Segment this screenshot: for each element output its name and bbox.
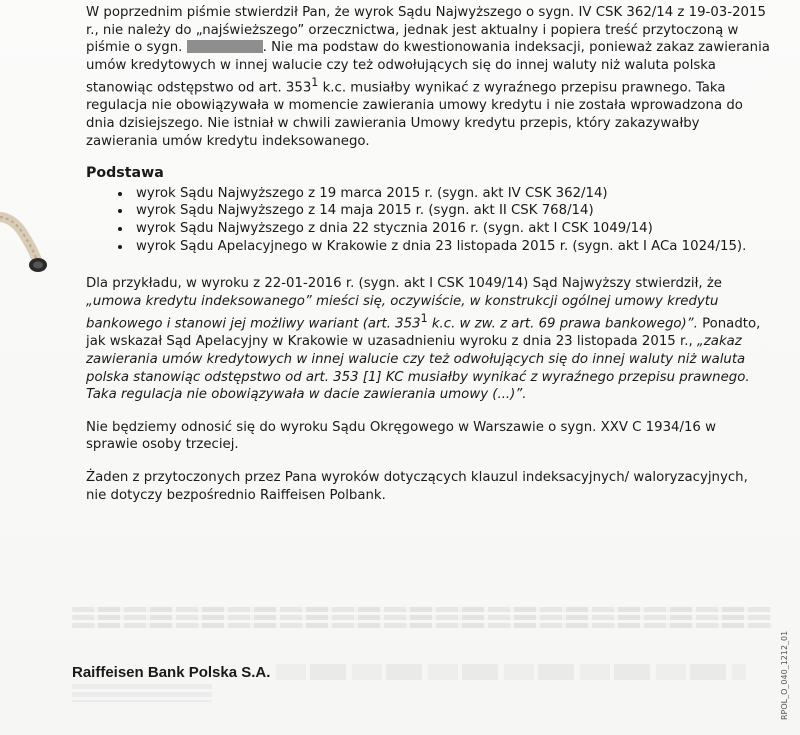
redacted-reference [187,40,263,53]
podstawa-item: • wyrok Sądu Najwyższego z 14 maja 2015 r. (sygn. akt II CSK 768/14) [132,202,771,220]
letter-body [86,4,771,519]
binder-ring-image [0,205,52,275]
bank-address-faded [276,664,746,680]
document-code: RPOL_O_040_1212_01 [780,630,789,720]
podstawa-item: • wyrok Sądu Najwyższego z 19 marca 2015 r. (sygn. akt IV CSK 362/14) [132,185,771,203]
paragraph-3: Nie będziemy odnosić się do wyroku Sądu Okręgowego w Warszawie o sygn. XXV C 1934/16 w sprawie osoby trzeciej. [86,419,716,453]
paragraph-1 [86,4,771,150]
paragraph-1-lead: W poprzednim piśmie stwierdził Pan, że wyrok Sądu Najwyższego o sygn. IV CSK 362/14 z 19-03-2015 r., nie należy do „najświeższego” orzecznictwa, jednak jest aktualny i popiera treść przytoczoną w piśmie o sygn. [86,5,766,56]
bank-name: Raiffeisen Bank Polska S.A. [72,664,271,681]
podstawa-heading: Podstawa [86,165,164,182]
paragraph-2-quote-1b: k.c. w zw. z art. 69 prawa bankowego)”. [427,316,698,332]
bank-details-faded [72,684,212,702]
paragraph-1-tail2: k.c. musiałby wynikać z wyraźnego przepisu prawnego. Taka regulacja nie obowiązywała w momencie zawierania umowy kredytu i nie została wprowadzona do dnia dzisiejszego. Nie istniał w chwili zawierania Umowy kredytu przepis, który zakazywałby zawierania umów kredytu indeksowanego. [86,80,743,149]
faded-line [72,607,772,612]
paragraph-2-superscript: 1 [420,312,428,326]
faded-line [72,615,772,620]
podstawa-item: • wyrok Sądu Apelacyjnego w Krakowie z dnia 23 listopada 2015 r. (sygn. akt I ACa 1024/15). [132,238,771,256]
faded-footer-text [72,604,772,638]
paragraph-1-superscript: 1 [311,76,319,90]
paragraph-2-quote-1: „umowa kredytu indeksowanego” mieści się, oczywiście, w konstrukcji ogólnej umowy kredytu bankowego i stanowi jej możliwy wariant (art. 353 [86,293,719,332]
podstawa-item: • wyrok Sądu Najwyższego z dnia 22 stycznia 2016 r. (sygn. akt I CSK 1049/14) [132,220,771,238]
paragraph-2-quote-2: „zakaz zawierania umów kredytowych w innej walucie czy też odwołujących się do innej waluty niż waluta polska stanowiąc odstępstwo od art. 353 [1] KC musiałby wynikać z wyraźnego przepisu prawnego. Taka regulacja nie obowiązywała w dacie zawierania umowy (...)”. [86,334,750,403]
paragraph-1-tail: . Nie ma podstaw do kwestionowania indeksacji, ponieważ zakaz zawierania umów kredytowych w innej walucie czy też odwołujących się do innej waluty niż waluta polska stanowiąc odstępstwo od art. 353 [86,40,770,96]
paragraph-2-a: Dla przykładu, w wyroku z 22-01-2016 r. (sygn. akt I CSK 1049/14) Sąd Najwyższy stwierdził, że [86,276,722,292]
paragraph-2-c: Ponadto, jak wskazał Sąd Apelacyjny w Krakowie w uzasadnieniu wyroku z dnia 23 listopada 2015 r., [86,316,761,350]
faded-line [72,623,772,628]
podstawa-list [86,185,771,255]
paragraph-4: Żaden z przytoczonych przez Pana wyroków dotyczących klauzul indeksacyjnych/ waloryzacyjnych, nie dotyczy bezpośrednio Raiffeisen Polbank. [86,469,748,503]
paragraph-2 [86,275,771,404]
